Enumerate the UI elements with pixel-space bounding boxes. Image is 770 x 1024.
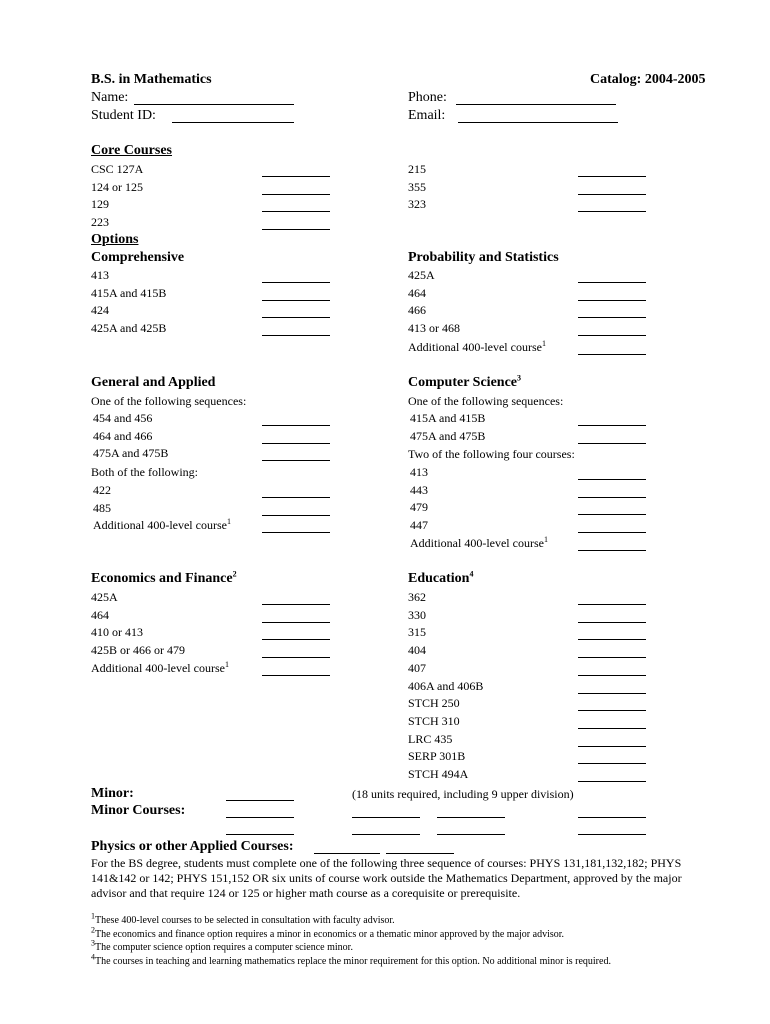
education-heading xyxy=(408,571,473,587)
course-label: 404 xyxy=(408,643,426,658)
phone-field[interactable] xyxy=(456,104,616,105)
course-label: 315 xyxy=(408,625,426,640)
blank-line[interactable] xyxy=(578,354,646,355)
econ-finance-heading-text: Economics and Finance xyxy=(91,571,233,586)
minor-course-field[interactable] xyxy=(352,834,420,835)
blank-line[interactable] xyxy=(578,479,646,480)
course-label: 215 xyxy=(408,162,426,176)
blank-line[interactable] xyxy=(578,781,646,782)
course-label: 323 xyxy=(408,197,426,212)
blank-line[interactable] xyxy=(578,622,646,623)
course-label: 466 xyxy=(408,303,426,318)
computer-science-intro: One of the following sequences: xyxy=(408,394,564,408)
blank-line[interactable] xyxy=(262,317,330,318)
course-label: 443 xyxy=(410,482,428,497)
prob-stats-additional-text: Additional 400-level course xyxy=(408,340,542,354)
blank-line[interactable] xyxy=(578,639,646,640)
blank-line[interactable] xyxy=(578,763,646,764)
blank-line[interactable] xyxy=(578,710,646,711)
blank-line[interactable] xyxy=(578,604,646,605)
blank-line[interactable] xyxy=(578,514,646,515)
computer-science-additional xyxy=(410,536,548,550)
blank-line[interactable] xyxy=(262,425,330,426)
footnote-ref: 3 xyxy=(517,373,521,383)
course-label: 447 xyxy=(410,518,428,533)
blank-line[interactable] xyxy=(578,657,646,658)
econ-finance-additional-text: Additional 400-level course xyxy=(91,661,225,675)
course-label: 424 xyxy=(91,303,109,318)
footnote xyxy=(91,938,353,954)
minor-course-field[interactable] xyxy=(437,834,505,835)
blank-line[interactable] xyxy=(578,728,646,729)
blank-line[interactable] xyxy=(578,194,646,195)
core-courses-heading: Core Courses xyxy=(91,143,173,158)
blank-line[interactable] xyxy=(578,317,646,318)
minor-course-field[interactable] xyxy=(437,817,505,818)
course-label: STCH 494A xyxy=(408,767,469,781)
blank-line[interactable] xyxy=(578,532,646,533)
course-label: 464 xyxy=(408,285,426,300)
blank-line[interactable] xyxy=(262,443,330,444)
course-label: 475A and 475B xyxy=(93,446,169,461)
course-label: CSC 127A xyxy=(91,162,144,176)
prob-stats-additional xyxy=(408,340,546,354)
footnote-text: The courses in teaching and learning mathematics replace the minor requirement for this option. No additional minor is required. xyxy=(95,955,611,967)
course-label: 413 xyxy=(410,465,428,479)
footnote-text: The economics and finance option requires a minor in economics or a thematic minor approved by the major advisor. xyxy=(95,928,565,940)
blank-line[interactable] xyxy=(262,639,330,640)
footnote-number: 1 xyxy=(91,911,95,921)
course-label: STCH 250 xyxy=(408,696,460,711)
footnote-ref: 4 xyxy=(469,569,474,579)
footnote-ref: 1 xyxy=(224,660,229,669)
course-label: 425B or 466 or 479 xyxy=(91,643,185,658)
blank-line[interactable] xyxy=(578,693,646,694)
footnote-number: 2 xyxy=(91,925,95,935)
comprehensive-heading: Comprehensive xyxy=(91,250,185,265)
course-label: 330 xyxy=(408,607,426,622)
blank-line[interactable] xyxy=(578,211,646,212)
footnote-number: 4 xyxy=(91,952,95,962)
blank-line[interactable] xyxy=(578,675,646,676)
email-field[interactable] xyxy=(458,122,618,123)
physics-description: For the BS degree, students must complete one of the following three sequence of courses: PHYS 131,181,132,182; PHYS 141&142 or 142; PHYS 151,152 OR six units of course work outside the Mathematics Department, approved by the major advisor and that require 124 or 125 or higher math course as a corequisite or prerequisite. xyxy=(91,856,682,900)
blank-line[interactable] xyxy=(262,194,330,195)
blank-line[interactable] xyxy=(578,443,646,444)
course-label: 415A and 415B xyxy=(410,411,486,425)
options-heading: Options xyxy=(91,232,139,247)
blank-line[interactable] xyxy=(262,532,330,533)
blank-line[interactable] xyxy=(262,211,330,212)
blank-line[interactable] xyxy=(262,282,330,283)
blank-line[interactable] xyxy=(578,550,646,551)
course-label: 355 xyxy=(408,179,426,194)
computer-science-heading-text: Computer Science xyxy=(408,375,517,390)
blank-line[interactable] xyxy=(262,300,330,301)
minor-course-field[interactable] xyxy=(226,834,294,835)
computer-science-heading xyxy=(408,375,521,391)
blank-line[interactable] xyxy=(262,657,330,658)
footnote xyxy=(91,925,565,941)
phone-label: Phone: xyxy=(408,90,447,105)
course-label: STCH 310 xyxy=(408,713,460,728)
course-label: 413 or 468 xyxy=(408,321,460,336)
blank-line[interactable] xyxy=(262,515,330,516)
minor-course-field[interactable] xyxy=(578,817,646,818)
blank-line[interactable] xyxy=(262,497,330,498)
econ-finance-heading xyxy=(91,571,237,587)
course-label: 454 and 456 xyxy=(93,411,153,425)
course-label: LRC 435 xyxy=(408,731,453,746)
footnote-text: The computer science option requires a computer science minor. xyxy=(95,942,353,953)
course-label: SERP 301B xyxy=(408,749,466,764)
blank-line[interactable] xyxy=(578,282,646,283)
minor-units-note: (18 units required, including 9 upper division) xyxy=(352,787,574,801)
blank-line[interactable] xyxy=(578,176,646,177)
computer-science-additional-text: Additional 400-level course xyxy=(410,536,544,550)
footnote-ref: 2 xyxy=(232,569,237,579)
footnote-text: These 400-level courses to be selected in consultation with faculty advisor. xyxy=(95,915,395,926)
course-label: 415A and 415B xyxy=(91,285,167,300)
program-title: B.S. in Mathematics xyxy=(91,72,212,87)
blank-line[interactable] xyxy=(262,460,330,461)
footnote-ref: 1 xyxy=(541,339,546,348)
footnote xyxy=(91,911,395,927)
education-heading-text: Education xyxy=(408,571,470,586)
blank-line[interactable] xyxy=(262,675,330,676)
computer-science-four: Two of the following four courses: xyxy=(408,447,575,461)
general-applied-additional xyxy=(93,518,231,532)
blank-line[interactable] xyxy=(578,335,646,336)
name-label: Name: xyxy=(91,90,129,105)
student-id-label: Student ID: xyxy=(91,108,156,123)
minor-field[interactable] xyxy=(226,800,294,801)
footnote-ref: 1 xyxy=(226,517,231,526)
course-label: 425A xyxy=(91,590,118,604)
minor-course-field[interactable] xyxy=(352,817,420,818)
course-label: 407 xyxy=(408,660,426,675)
physics-heading: Physics or other Applied Courses: xyxy=(91,839,294,854)
course-label: 475A and 475B xyxy=(410,428,486,443)
minor-course-field[interactable] xyxy=(226,817,294,818)
course-label: 410 or 413 xyxy=(91,625,143,640)
name-field[interactable] xyxy=(134,104,294,105)
course-label: 422 xyxy=(93,483,111,497)
course-label: 464 xyxy=(91,607,109,622)
blank-line[interactable] xyxy=(262,229,330,230)
course-label: 124 or 125 xyxy=(91,179,143,194)
footnote xyxy=(91,952,611,968)
footnote-ref: 1 xyxy=(543,535,548,544)
student-id-field[interactable] xyxy=(172,122,294,123)
prob-stats-heading: Probability and Statistics xyxy=(408,250,559,265)
blank-line[interactable] xyxy=(578,497,646,498)
footnote-number: 3 xyxy=(91,938,95,948)
blank-line[interactable] xyxy=(262,335,330,336)
blank-line[interactable] xyxy=(262,176,330,177)
econ-finance-additional xyxy=(91,661,229,675)
blank-line[interactable] xyxy=(262,604,330,605)
physics-field[interactable] xyxy=(386,853,454,854)
general-applied-heading: General and Applied xyxy=(91,375,216,390)
minor-course-field[interactable] xyxy=(578,834,646,835)
course-label: 479 xyxy=(410,500,428,515)
minor-label: Minor: xyxy=(91,786,134,801)
general-applied-additional-text: Additional 400-level course xyxy=(93,518,227,532)
course-label: 425A and 425B xyxy=(91,321,167,336)
course-label: 129 xyxy=(91,197,109,212)
catalog-year: Catalog: 2004-2005 xyxy=(590,72,706,87)
course-label: 406A and 406B xyxy=(408,678,484,693)
general-applied-both: Both of the following: xyxy=(91,465,198,479)
blank-line[interactable] xyxy=(578,746,646,747)
course-label: 223 xyxy=(91,215,109,230)
physics-field[interactable] xyxy=(314,853,380,854)
minor-courses-label: Minor Courses: xyxy=(91,803,186,818)
blank-line[interactable] xyxy=(578,425,646,426)
blank-line[interactable] xyxy=(262,622,330,623)
course-label: 425A xyxy=(408,268,435,282)
general-applied-intro: One of the following sequences: xyxy=(91,394,247,408)
email-label: Email: xyxy=(408,108,446,123)
blank-line[interactable] xyxy=(578,300,646,301)
course-label: 464 and 466 xyxy=(93,428,153,443)
course-label: 485 xyxy=(93,500,111,515)
course-label: 362 xyxy=(408,590,426,604)
course-label: 413 xyxy=(91,268,109,282)
